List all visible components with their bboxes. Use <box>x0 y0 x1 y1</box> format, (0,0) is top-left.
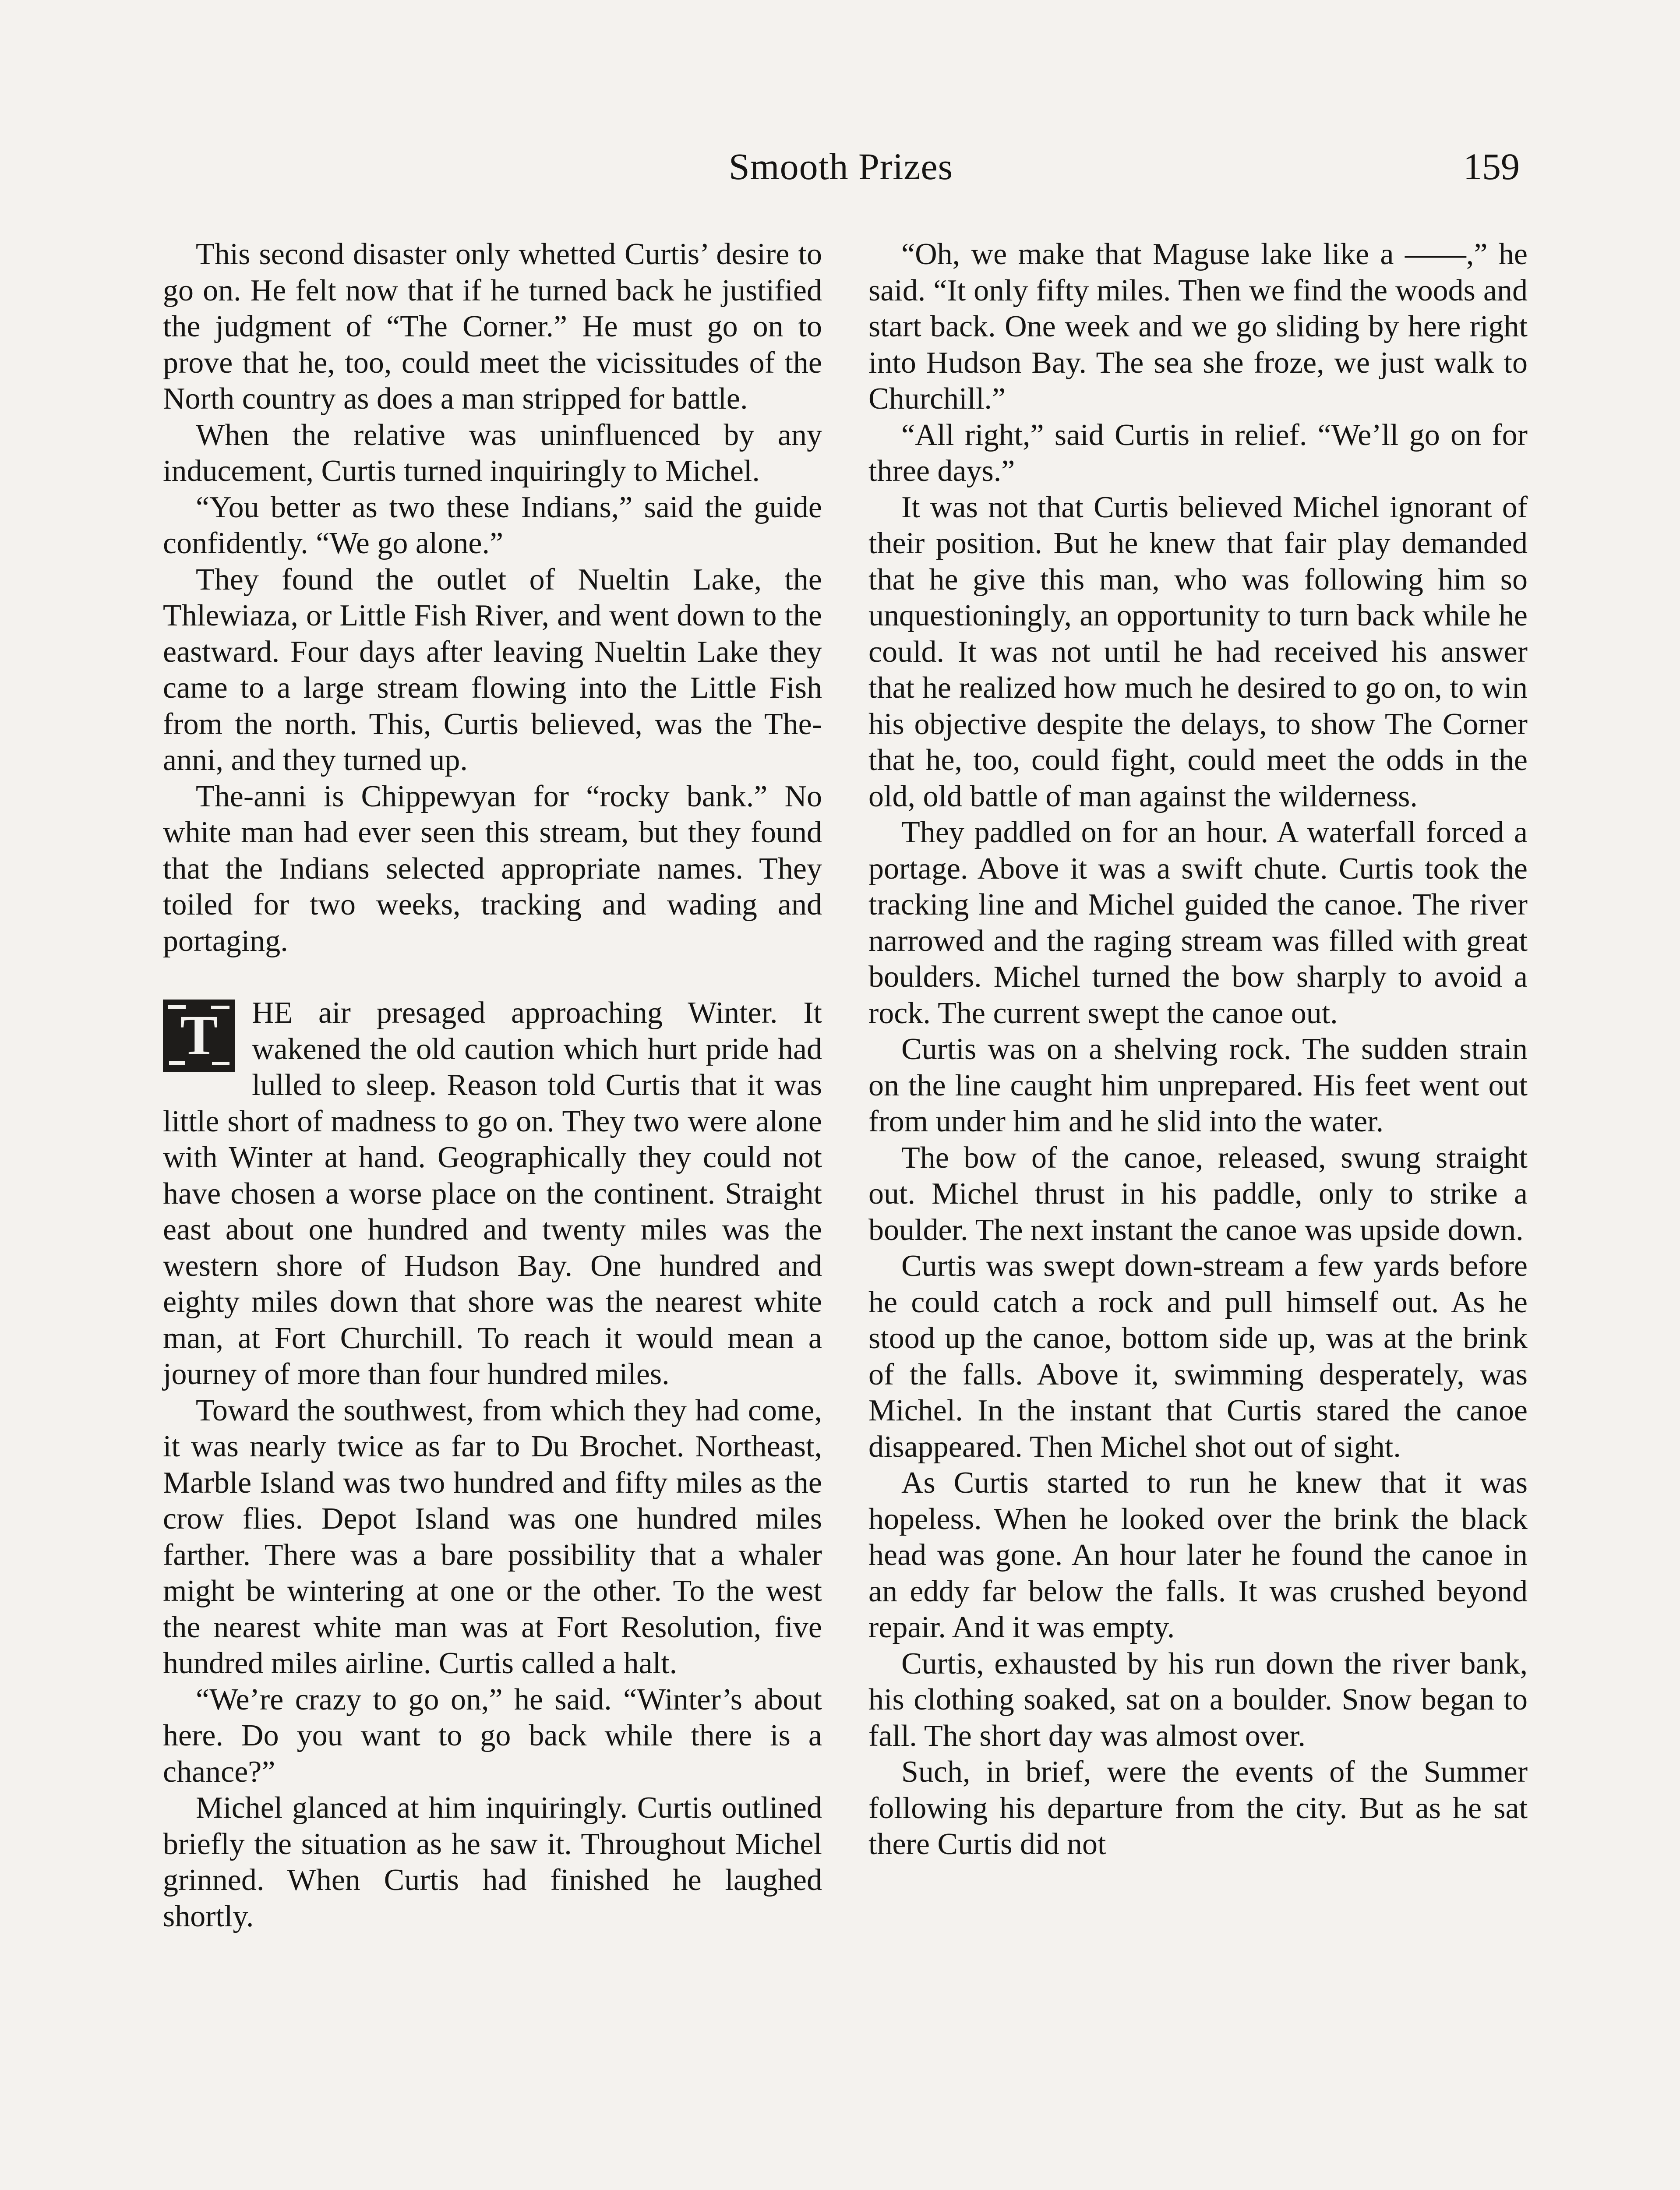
dropcap-paragraph: HE air presaged approaching Winter. It wakened the old caution which hurt pride had lulled to sleep. Reason told Curtis that it was little short of madness to go on. They two were alone with Winter at hand. Geographically they could not have chosen a worse place on the continent. Straight east about one hundred and twenty miles was the western shore of Hudson Bay. One hundred and eighty miles down that shore was the nearest white man, at Fort Churchill. To reach it would mean a journey of more than four hundred miles. <box>163 996 822 1391</box>
right-column <box>868 237 1528 1863</box>
page-header <box>162 145 1520 197</box>
paragraph: Michel glanced at him inquiringly. Curtis outlined briefly the situation as he saw it. Throughout Michel grinned. When Curtis had finished he laughed shortly. <box>163 1791 822 1933</box>
paragraph: They paddled on for an hour. A waterfall forced a portage. Above it was a swift chute. Curtis took the tracking line and Michel guided the canoe. The river narrowed and the raging stream was filled with great boulders. Michel turned the bow sharply to avoid a rock. The current swept the canoe out. <box>868 816 1528 1030</box>
paragraph: Curtis was swept down-stream a few yards before he could catch a rock and pull himself out. As he stood up the canoe, bottom side up, was at the brink of the falls. Above it, swimming desperately, was Michel. In the instant that Curtis stared the canoe disappeared. Then Michel shot out of sight. <box>868 1249 1528 1464</box>
paragraph: Curtis, exhausted by his run down the river bank, his clothing soaked, sat on a boulder. Snow began to fall. The short day was almost over. <box>868 1646 1528 1753</box>
running-title: Smooth Prizes <box>728 145 953 187</box>
paragraph: When the relative was uninfluenced by any inducement, Curtis turned inquiringly to Michel. <box>163 418 822 488</box>
paragraph: Such, in brief, were the events of the Summer following his departure from the city. But as he sat there Curtis did not <box>868 1755 1528 1861</box>
paragraph: Curtis was on a shelving rock. The sudden strain on the line caught him unprepared. His feet went out from under him and he slid into the water. <box>868 1032 1528 1138</box>
paragraph: “We’re crazy to go on,” he said. “Winter’s about here. Do you want to go back while there is a chance?” <box>163 1682 822 1789</box>
paragraph: It was not that Curtis believed Michel ignorant of their position. But he knew that fair play demanded that he give this man, who was following him so unquestioningly, an opportunity to turn back while he could. It was not until he had received his answer that he realized how much he desired to go on, to win his objective despite the delays, to show The Corner that he, too, could fight, could meet the odds in the old, old battle of man against the wilderness. <box>868 490 1528 813</box>
dropcap-letter: T <box>180 1004 218 1067</box>
paragraph: As Curtis started to run he knew that it was hopeless. When he looked over the brink the black head was gone. An hour later he found the canoe in an eddy far below the falls. It was crushed beyond repair. And it was empty. <box>868 1466 1528 1644</box>
ornamental-dropcap-icon <box>163 1000 235 1072</box>
paragraph: This second disaster only whetted Curtis’ desire to go on. He felt now that if he turned back he justified the judgment of “The Corner.” He must go on to prove that he, too, could meet the vicissitudes of the North country as does a man stripped for battle. <box>163 237 822 416</box>
paragraph: “Oh, we make that Maguse lake like a ——,” he said. “It only fifty miles. Then we find the woods and start back. One week and we go sliding by here right into Hudson Bay. The sea she froze, we just walk to Churchill.” <box>868 237 1528 416</box>
paragraph: Toward the southwest, from which they had come, it was nearly twice as far to Du Brochet. Northeast, Marble Island was two hundred and fifty miles as the crow flies. Depot Island was one hundred miles farther. There was a bare possibility that a whaler might be wintering at one or the other. To the west the nearest white man was at Fort Resolution, five hundred miles airline. Curtis called a halt. <box>163 1393 822 1680</box>
paragraph: The bow of the canoe, released, swung straight out. Michel thrust in his paddle, only to strike a boulder. The next instant the canoe was upside down. <box>868 1141 1528 1247</box>
paragraph: “You better as two these Indians,” said the guide confidently. “We go alone.” <box>163 490 822 560</box>
page-number: 159 <box>1463 145 1520 187</box>
section-opening <box>163 995 822 1393</box>
left-column <box>163 237 822 1935</box>
paragraph: The-anni is Chippewyan for “rocky bank.” No white man had ever seen this stream, but they found that the Indians selected appropriate names. They toiled for two weeks, tracking and wading and portaging. <box>163 779 822 958</box>
paragraph: “All right,” said Curtis in relief. “We’ll go on for three days.” <box>868 418 1528 488</box>
paragraph: They found the outlet of Nueltin Lake, the Thlewiaza, or Little Fish River, and went down to the eastward. Four days after leaving Nueltin Lake they came to a large stream flowing into the Little Fish from the north. This, Curtis believed, was the The-anni, and they turned up. <box>163 562 822 777</box>
